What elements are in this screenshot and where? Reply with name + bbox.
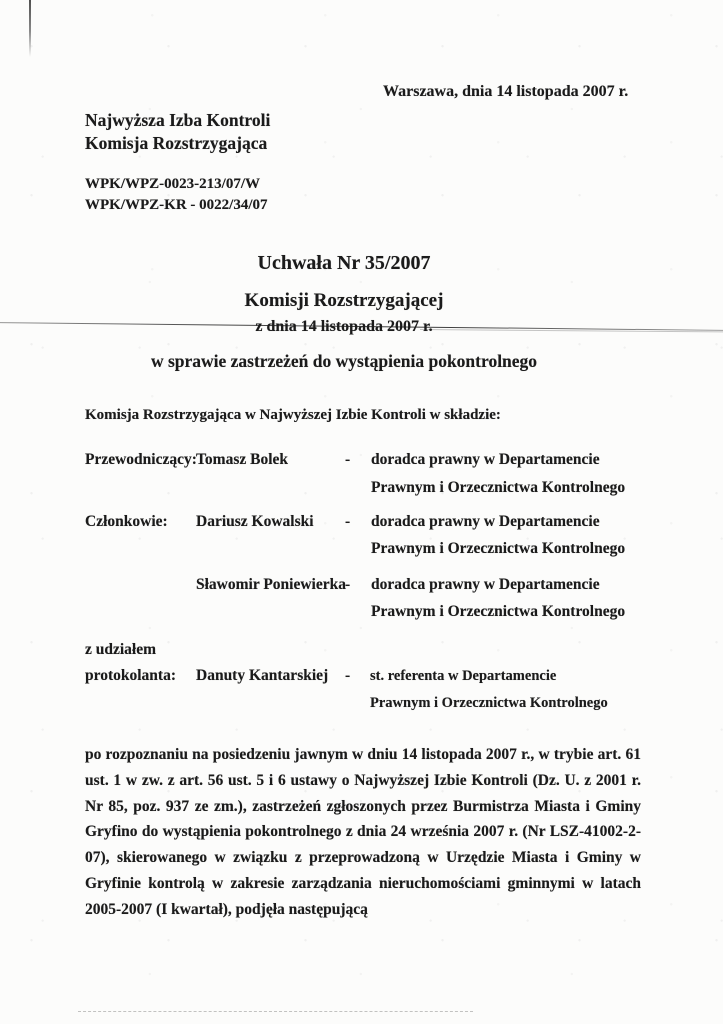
body-line-7: 2005-2007 (I kwartał), podjęła następującą (85, 900, 368, 918)
body-line-2: ust. 1 w zw. z art. 56 ust. 5 i 6 ustawy o Najwyższej Izbie Kontroli (Dz. U. z 2001 r. (85, 771, 641, 789)
resolution-date-line: z dnia 14 listopada 2007 r. (255, 318, 433, 335)
body-line-3: Nr 85, poz. 937 ze zm.), zastrzeżeń zgłoszonych przez Burmistrza Miasta i Gminy (85, 797, 641, 815)
commission-name: Komisja Rozstrzygająca (85, 133, 268, 153)
resolution-subtitle: Komisji Rozstrzygającej (244, 290, 444, 311)
organization-name: Najwyższa Izba Kontroli (85, 110, 271, 130)
dash-separator: - (345, 576, 351, 593)
scan-vertical-line-artifact (29, 0, 31, 57)
members-label: Członkowie: (85, 513, 168, 530)
member-1-role-line-1: doradca prawny w Departamencie (371, 513, 600, 530)
resolution-title: Uchwała Nr 35/2007 (257, 252, 431, 274)
recorder-label: protokolanta: (85, 667, 177, 684)
date-place-line: Warszawa, dnia 14 listopada 2007 r. (383, 83, 629, 100)
member-2-role-line-2: Prawnym i Orzecznictwa Kontrolnego (371, 603, 626, 620)
body-line-4: Gryfino do wystąpienia pokontrolnego z dnia 24 września 2007 r. (Nr LSZ-41002-2- (85, 823, 641, 841)
recorder-role-line-1: st. referenta w Departamencie (370, 668, 557, 684)
with-participation-label: z udziałem (85, 641, 157, 658)
composition-intro: Komisja Rozstrzygająca w Najwyższej Izbie Kontroli w składzie: (85, 407, 501, 423)
organization-block (85, 109, 270, 155)
dash-separator: - (345, 513, 351, 530)
chairman-name: Tomasz Bolek (196, 451, 289, 468)
chairman-role-line-2: Prawnym i Orzecznictwa Kontrolnego (371, 479, 626, 496)
recorder-name: Danuty Kantarskiej (196, 667, 329, 684)
body-line-1: po rozpoznaniu na posiedzeniu jawnym w dniu 14 listopada 2007 r., w trybie art. 61 (85, 746, 641, 763)
resolution-subject: w sprawie zastrzeżeń do wystąpienia pokontrolnego (150, 351, 538, 371)
member-1-role-line-2: Prawnym i Orzecznictwa Kontrolnego (371, 540, 626, 557)
body-line-6: Gryfinie kontrolą w zakresie zarządzania nieruchomościami gminnymi w latach (85, 874, 641, 892)
scan-bottom-dashed-artifact (78, 1011, 473, 1012)
body-paragraph (85, 742, 641, 923)
reference-numbers-block (85, 174, 268, 216)
member-2-role-line-1: doradca prawny w Departamencie (371, 576, 600, 593)
reference-number-1: WPK/WPZ-0023-213/07/W (85, 176, 260, 192)
chairman-role-line-1: doradca prawny w Departamencie (371, 451, 600, 468)
member-2-name: Sławomir Poniewierka (196, 576, 346, 593)
dash-separator: - (345, 451, 351, 468)
reference-number-2: WPK/WPZ-KR - 0022/34/07 (85, 197, 268, 213)
recorder-role-line-2: Prawnym i Orzecznictwa Kontrolnego (370, 695, 608, 711)
dash-separator: - (345, 667, 351, 684)
chairman-label: Przewodniczący: (85, 451, 197, 468)
body-line-5: 07), skierowanego w związku z przeprowadzoną w Urzędzie Miasta i Gminy w (85, 849, 641, 867)
member-1-name: Dariusz Kowalski (196, 513, 314, 530)
